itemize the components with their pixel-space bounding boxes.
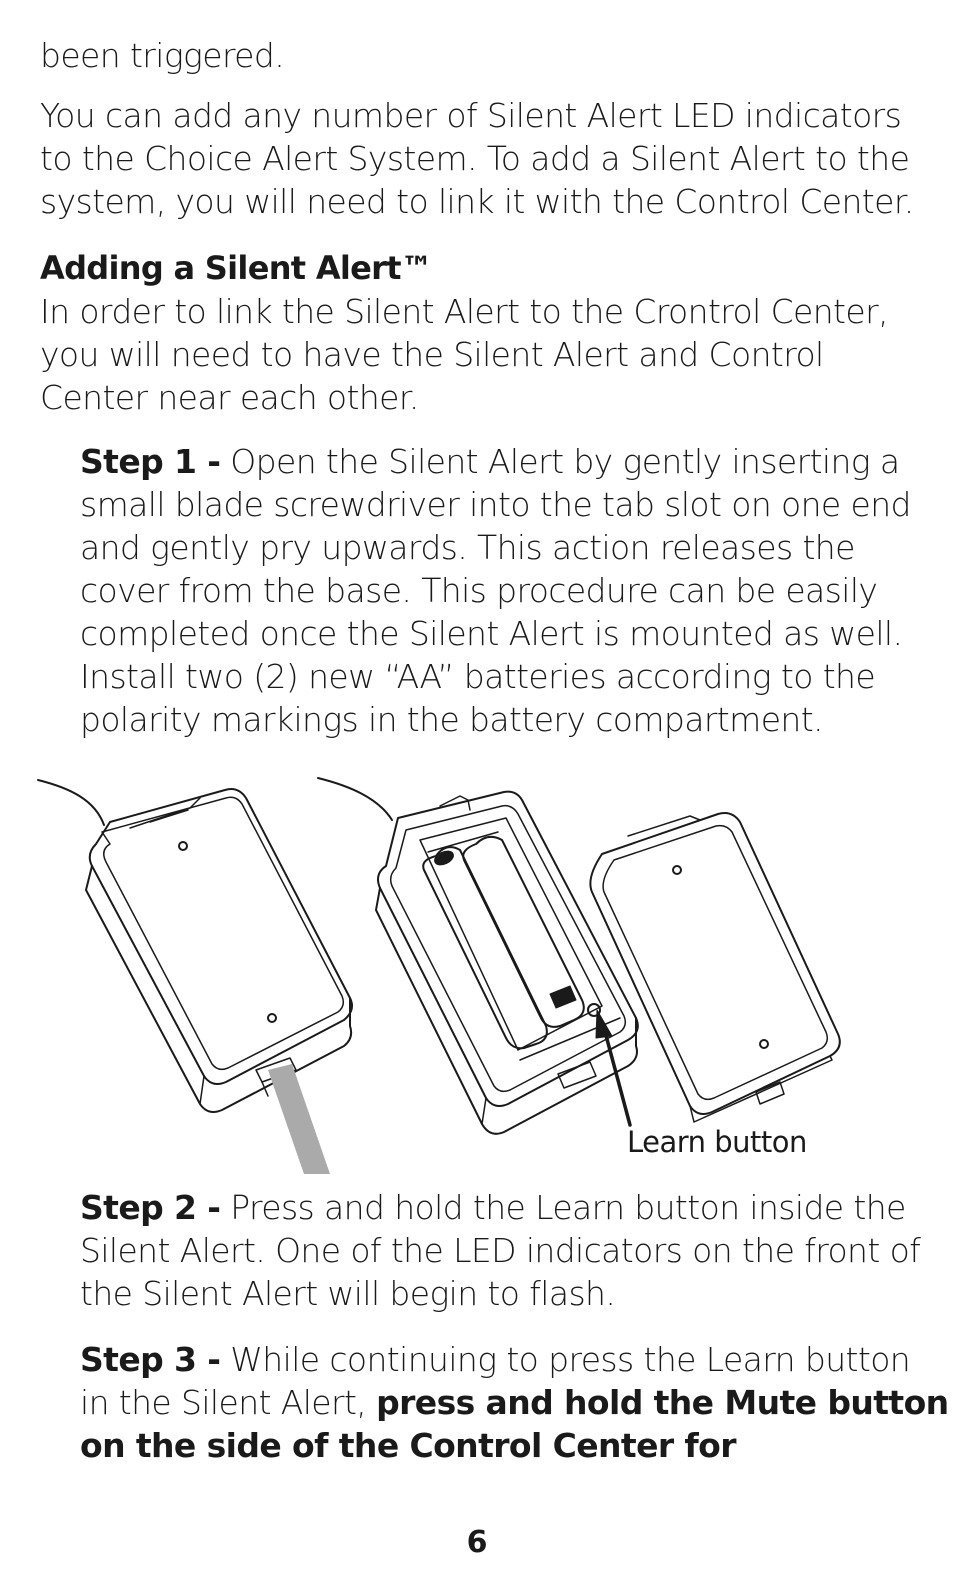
paragraph-line: to the Choice Alert System. To add a Silent Alert to the xyxy=(40,139,910,178)
step-2-label: Step 2 - xyxy=(80,1188,221,1227)
step-text: in the Silent Alert, xyxy=(80,1383,377,1422)
step-line xyxy=(80,1381,949,1424)
step-emphasis-text: press and hold the Mute button xyxy=(376,1383,949,1422)
step-3-label: Step 3 - xyxy=(80,1340,221,1379)
step-line: polarity markings in the battery compartment. xyxy=(80,700,823,739)
step-line: small blade screwdriver into the tab slot on one end xyxy=(80,485,911,524)
screwdriver-shape xyxy=(268,1064,330,1174)
paragraph-line: In order to link the Silent Alert to the Crontrol Center, xyxy=(40,292,888,331)
intro-paragraph xyxy=(40,34,920,77)
removed-cover-drawing xyxy=(590,813,839,1122)
step-text: Press and hold the Learn button inside the xyxy=(220,1188,906,1227)
intro-line: been triggered. xyxy=(40,36,285,75)
paragraph-line: Center near each other. xyxy=(40,378,419,417)
step-3-paragraph xyxy=(80,1338,949,1467)
step-line xyxy=(80,1338,940,1381)
step-emphasis-line: on the side of the Control Center for xyxy=(80,1426,736,1465)
page-number: 6 xyxy=(466,1525,488,1560)
section-heading: Adding a Silent Alert™ xyxy=(40,249,433,287)
open-base-drawing xyxy=(318,778,638,1134)
step-line: Silent Alert. One of the LED indicators on the front of xyxy=(80,1231,921,1270)
learn-button-callout: Learn button xyxy=(627,1125,807,1159)
step-line: and gently pry upwards. This action releases the xyxy=(80,528,855,567)
step-1-paragraph xyxy=(80,440,940,741)
silent-alert-illustration xyxy=(0,770,954,1180)
step-text: While continuing to press the Learn button xyxy=(220,1340,911,1379)
paragraph-line: you will need to have the Silent Alert and Control xyxy=(40,335,824,374)
add-indicators-paragraph xyxy=(40,94,920,223)
step-line xyxy=(80,1186,940,1229)
paragraph-line: system, you will need to link it with the Control Center. xyxy=(40,182,914,221)
step-2-paragraph xyxy=(80,1186,940,1315)
step-1-label: Step 1 - xyxy=(80,442,221,481)
section-intro-paragraph xyxy=(40,290,920,419)
paragraph-line: You can add any number of Silent Alert LED indicators xyxy=(40,96,902,135)
step-line: completed once the Silent Alert is mounted as well. xyxy=(80,614,903,653)
step-line: the Silent Alert will begin to flash. xyxy=(80,1274,616,1313)
step-line: cover from the base. This procedure can be easily xyxy=(80,571,878,610)
step-line: Install two (2) new “AA” batteries according to the xyxy=(80,657,876,696)
assembled-device-drawing xyxy=(38,780,352,1112)
step-line xyxy=(80,440,940,483)
step-text: Open the Silent Alert by gently inserting a xyxy=(220,442,900,481)
